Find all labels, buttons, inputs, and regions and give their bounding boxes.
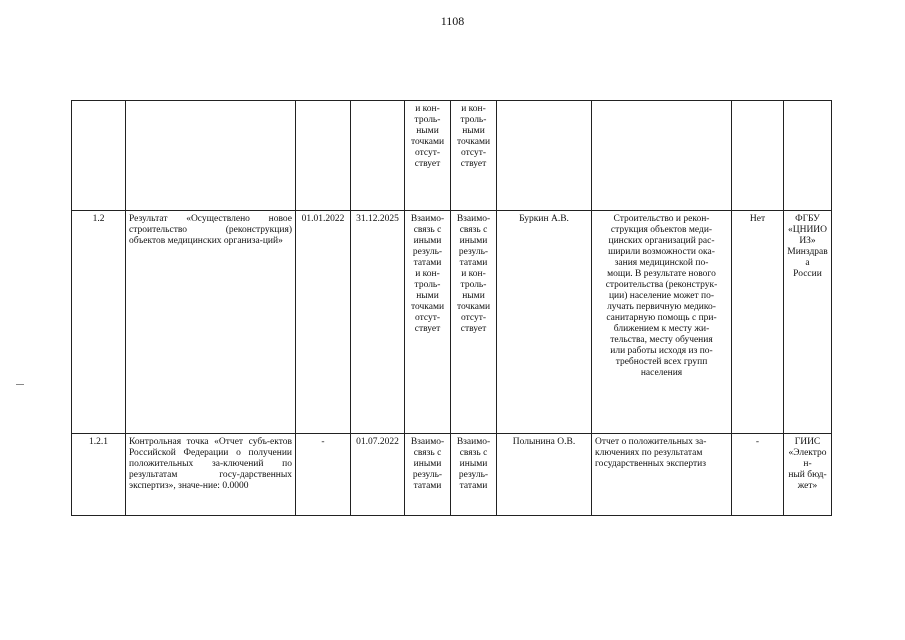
row-number: 1.2.1 bbox=[72, 434, 126, 516]
info-source: ФГБУ «ЦНИИОИЗ» Минздрава России bbox=[784, 211, 832, 434]
row-name: Контрольная точка «Отчет субъ-ектов Российской Федерации о получении положительных за-ключений по результатам госу-дарственных экспертиз», значе-ние: 0.0000 bbox=[126, 434, 296, 516]
result-description: Строительство и рекон- струкция объектов меди- цинских организаций рас- ширили возможности ока- зания медицинской по- мощи. В результате нового строительства (реконструк- ции) население может по- лучать первичную медико- санитарную помощь с при- ближением к месту жи- тельства, месту обучения или работы исходя из по- требностей всех групп населения bbox=[592, 211, 732, 434]
end-date: 31.12.2025 bbox=[351, 211, 405, 434]
row-name: Результат «Осуществлено новое строительство (реконструкция) объектов медицинских организа-ций» bbox=[126, 211, 296, 434]
flag-value: Нет bbox=[732, 211, 784, 434]
end-date: 01.07.2022 bbox=[351, 434, 405, 516]
link-checkpoints: Взаимо- связь с иными резуль- татами bbox=[451, 434, 497, 516]
row-name bbox=[126, 101, 296, 211]
plan-table bbox=[71, 100, 832, 516]
result-description: Отчет о положительных за- ключениях по результатам государственных экспертиз bbox=[592, 434, 732, 516]
row-number: 1.2 bbox=[72, 211, 126, 434]
page-number: 1108 bbox=[440, 14, 465, 28]
row-number bbox=[72, 101, 126, 211]
start-date: 01.01.2022 bbox=[296, 211, 351, 434]
link-results: Взаимо- связь с иными резуль- татами bbox=[405, 434, 451, 516]
responsible-person: Полынина О.В. bbox=[497, 434, 592, 516]
link-results: Взаимо- связь с иными резуль- татами и кон- троль- ными точками отсут- ствует bbox=[405, 211, 451, 434]
flag-value: - bbox=[732, 434, 784, 516]
table-row bbox=[72, 211, 832, 434]
table-row bbox=[72, 434, 832, 516]
link-checkpoints: и кон- троль- ными точками отсут- ствует bbox=[451, 101, 497, 211]
result-description bbox=[592, 101, 732, 211]
info-source: ГИИС «Электрон- ный бюд- жет» bbox=[784, 434, 832, 516]
start-date bbox=[296, 101, 351, 211]
table-row bbox=[72, 101, 832, 211]
link-results: и кон- троль- ными точками отсут- ствует bbox=[405, 101, 451, 211]
link-checkpoints: Взаимо- связь с иными резуль- татами и кон- троль- ными точками отсут- ствует bbox=[451, 211, 497, 434]
start-date: - bbox=[296, 434, 351, 516]
end-date bbox=[351, 101, 405, 211]
info-source bbox=[784, 101, 832, 211]
margin-mark bbox=[16, 384, 24, 385]
flag-value bbox=[732, 101, 784, 211]
responsible-person: Буркин А.В. bbox=[497, 211, 592, 434]
responsible-person bbox=[497, 101, 592, 211]
